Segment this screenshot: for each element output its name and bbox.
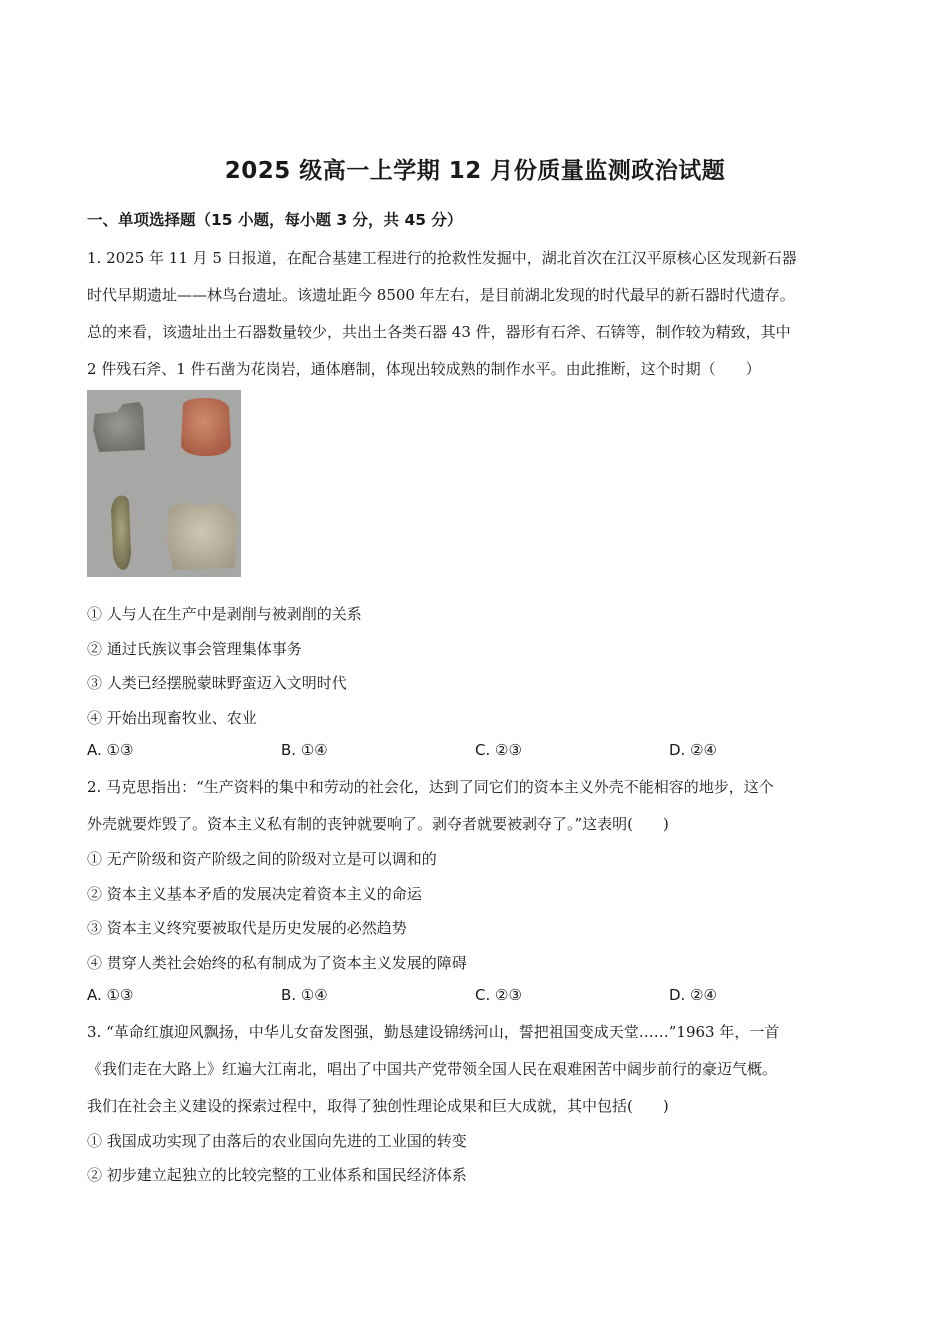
q2-option-d[interactable]: D. ②④: [669, 986, 718, 1004]
q1-stem-line-3: 总的来看，该遗址出土石器数量较少，共出土各类石器 43 件，器形有石斧、石锛等，制作较为精致，其中: [87, 323, 791, 341]
q1-option-a[interactable]: A. ①③: [87, 741, 134, 759]
q2-statement-4: ④ 贯穿人类社会始终的私有制成为了资本主义发展的障碍: [87, 954, 467, 972]
q2-stem-line-2: 外壳就要炸毁了。资本主义私有制的丧钟就要响了。剥夺者就要被剥夺了。”这表明( ): [87, 815, 669, 833]
section-heading: 一、单项选择题（15 小题，每小题 3 分，共 45 分）: [87, 211, 463, 229]
q1-option-c[interactable]: C. ②③: [475, 741, 522, 759]
grey-stone-axe: [93, 402, 145, 452]
olive-stone-chisel: [111, 496, 131, 570]
q3-statement-2: ② 初步建立起独立的比较完整的工业体系和国民经济体系: [87, 1166, 467, 1184]
speckled-stone-fragment: [167, 502, 237, 570]
q3-stem-line-2: 《我们走在大路上》红遍大江南北，唱出了中国共产党带领全国人民在艰难困苦中阔步前行的豪迈气概。: [87, 1060, 778, 1078]
q1-statement-3: ③ 人类已经摆脱蒙昧野蛮迈入文明时代: [87, 674, 347, 692]
q2-statement-3: ③ 资本主义终究要被取代是历史发展的必然趋势: [87, 919, 407, 937]
q3-stem-line-3: 我们在社会主义建设的探索过程中，取得了独创性理论成果和巨大成就，其中包括( ): [87, 1097, 669, 1115]
q1-option-b[interactable]: B. ①④: [281, 741, 328, 759]
q1-statement-2: ② 通过氏族议事会管理集体事务: [87, 640, 302, 658]
q1-option-d[interactable]: D. ②④: [669, 741, 718, 759]
q2-option-b[interactable]: B. ①④: [281, 986, 328, 1004]
q2-statement-1: ① 无产阶级和资产阶级之间的阶级对立是可以调和的: [87, 850, 437, 868]
page-title: 2025 级高一上学期 12 月份质量监测政治试题: [224, 158, 726, 184]
red-stone-tool: [181, 398, 231, 456]
q2-option-a[interactable]: A. ①③: [87, 986, 134, 1004]
q3-stem-line-1: 3. “革命红旗迎风飘扬，中华儿女奋发图强，勤恳建设锦绣河山，誓把祖国变成天堂……”1963 年，一首: [87, 1023, 780, 1041]
q1-statement-4: ④ 开始出现畜牧业、农业: [87, 709, 257, 727]
q2-option-c[interactable]: C. ②③: [475, 986, 522, 1004]
q1-stem-line-1: 1. 2025 年 11 月 5 日报道，在配合基建工程进行的抢救性发掘中，湖北首次在江汉平原核心区发现新石器: [87, 249, 797, 267]
q1-stem-line-2: 时代早期遗址——林鸟台遗址。该遗址距今 8500 年左右，是目前湖北发现的时代最早的新石器时代遗存。: [87, 286, 795, 304]
q1-stem-line-4: 2 件残石斧、1 件石凿为花岗岩，通体磨制，体现出较成熟的制作水平。由此推断，这个时期（ ）: [87, 360, 761, 378]
q1-statement-1: ① 人与人在生产中是剥削与被剥削的关系: [87, 605, 362, 623]
q2-stem-line-1: 2. 马克思指出：“生产资料的集中和劳动的社会化，达到了同它们的资本主义外壳不能相容的地步，这个: [87, 778, 774, 796]
stone-tools-photo: [87, 390, 241, 577]
q2-statement-2: ② 资本主义基本矛盾的发展决定着资本主义的命运: [87, 885, 422, 903]
q3-statement-1: ① 我国成功实现了由落后的农业国向先进的工业国的转变: [87, 1132, 467, 1150]
